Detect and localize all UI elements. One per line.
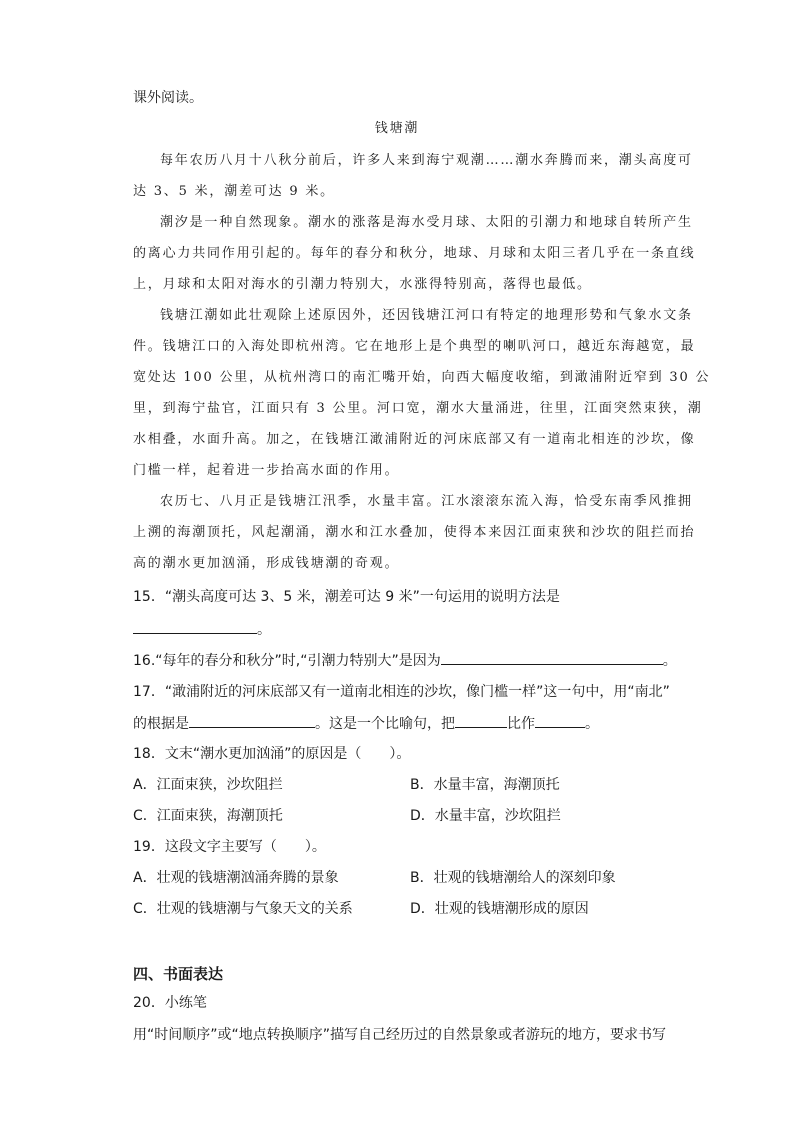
passage-line: 的离心力共同作用引起的。每年的春分和秋分，地球、月球和太阳三者几乎在一条直线 xyxy=(133,246,696,261)
q18-option-d[interactable]: D．水量丰富，沙坎阻拦 xyxy=(410,808,561,824)
passage-line: 钱塘江潮如此壮观除上述原因外，还因钱塘江河口有特定的地理形势和气象水文条 xyxy=(160,308,693,323)
q19-option-c[interactable]: C．壮观的钱塘潮与气象天文的关系 xyxy=(133,901,353,917)
q18-option-a[interactable]: A．江面束狭，沙坎阻拦 xyxy=(133,777,283,793)
q19-option-b[interactable]: B．壮观的钱塘潮给人的深刻印象 xyxy=(410,870,616,886)
q17-reason-blank[interactable] xyxy=(189,713,315,728)
q17-part2: 。这是一个比喻句，把 xyxy=(315,716,455,732)
passage-line: 达 3、5 米，潮差可达 9 米。 xyxy=(133,184,335,199)
q16-end: 。 xyxy=(662,653,677,669)
q17-part3: 比作 xyxy=(507,716,535,732)
passage-line: 上，月球和太阳对海水的引潮力特别大，水涨得特别高，落得也最低。 xyxy=(133,277,592,292)
q15-end: 。 xyxy=(257,622,271,638)
passage-title: 钱塘潮 xyxy=(374,121,420,136)
question-20-text: 用“时间顺序”或“地点转换顺序”描写自己经历过的自然景象或者游玩的地方，要求书写 xyxy=(133,1027,667,1043)
passage-line: 高的潮水更加汹涌，形成钱塘潮的奇观。 xyxy=(133,556,400,571)
q18-option-b[interactable]: B．水量丰富，海潮顶托 xyxy=(410,777,560,793)
passage-line: 宽处达 100 公里，从杭州湾口的南汇嘴开始，向西大幅度收缩，到澉浦附近窄到 30 公 xyxy=(133,370,711,385)
question-20-label: 20．小练笔 xyxy=(133,995,207,1011)
q19-option-d[interactable]: D．壮观的钱塘潮形成的原因 xyxy=(410,901,589,917)
question-17-text: 17．“澉浦附近的河床底部又有一道南北相连的沙坎，像门槛一样”这一句中，用“南北” xyxy=(133,684,670,700)
q17-part4: 。 xyxy=(585,716,599,732)
passage-line: 上溯的海潮顶托，风起潮涌，潮水和江水叠加，使得本来因江面束狭和沙坎的阻拦而抬 xyxy=(133,525,696,540)
intro-label: 课外阅读。 xyxy=(133,90,203,106)
q17-subject-blank[interactable] xyxy=(455,713,507,728)
q17-part1: 的根据是 xyxy=(133,716,189,732)
q16-answer-blank[interactable] xyxy=(441,650,663,665)
q19-option-a[interactable]: A．壮观的钱塘潮汹涌奔腾的景象 xyxy=(133,870,339,886)
passage-line: 潮汐是一种自然现象。潮水的涨落是海水受月球、太阳的引潮力和地球自转所产生 xyxy=(160,215,693,230)
question-15-text: 15．“潮头高度可达 3、5 米，潮差可达 9 米”一句运用的说明方法是 xyxy=(133,589,560,605)
passage-line: 每年农历八月十八秋分前后，许多人来到海宁观潮……潮水奔腾而来，潮头高度可 xyxy=(160,153,693,168)
question-17-answer-row xyxy=(133,713,599,734)
question-16-text: 16.“每年的春分和秋分”时,“引潮力特别大”是因为 xyxy=(133,653,441,669)
question-18-text: 18．文末“潮水更加汹涌”的原因是（ ）。 xyxy=(133,746,411,762)
passage-line: 件。钱塘江口的入海处即杭州湾。它在地形上是个典型的喇叭河口，越近东海越宽，最 xyxy=(133,339,696,354)
question-19-text: 19．这段文字主要写（ ）。 xyxy=(133,839,326,855)
q15-answer-blank[interactable] xyxy=(133,619,257,634)
section-4-heading: 四、书面表达 xyxy=(133,965,224,983)
passage-line: 农历七、八月正是钱塘江汛季，水量丰富。江水滚滚东流入海，恰受东南季风推拥 xyxy=(160,494,693,509)
passage-line: 里，到海宁盐官，江面只有 3 公里。河口宽，潮水大量涌进，往里，江面突然束狭，潮 xyxy=(133,401,703,416)
q18-option-c[interactable]: C．江面束狭，海潮顶托 xyxy=(133,808,283,824)
question-15-answer-row xyxy=(133,619,271,640)
passage-line: 门槛一样，起着进一步抬高水面的作用。 xyxy=(133,463,400,478)
question-16-row xyxy=(133,650,677,671)
q17-object-blank[interactable] xyxy=(535,713,585,728)
passage-line: 水相叠，水面升高。加之，在钱塘江澉浦附近的河床底部又有一道南北相连的沙坎，像 xyxy=(133,432,696,447)
